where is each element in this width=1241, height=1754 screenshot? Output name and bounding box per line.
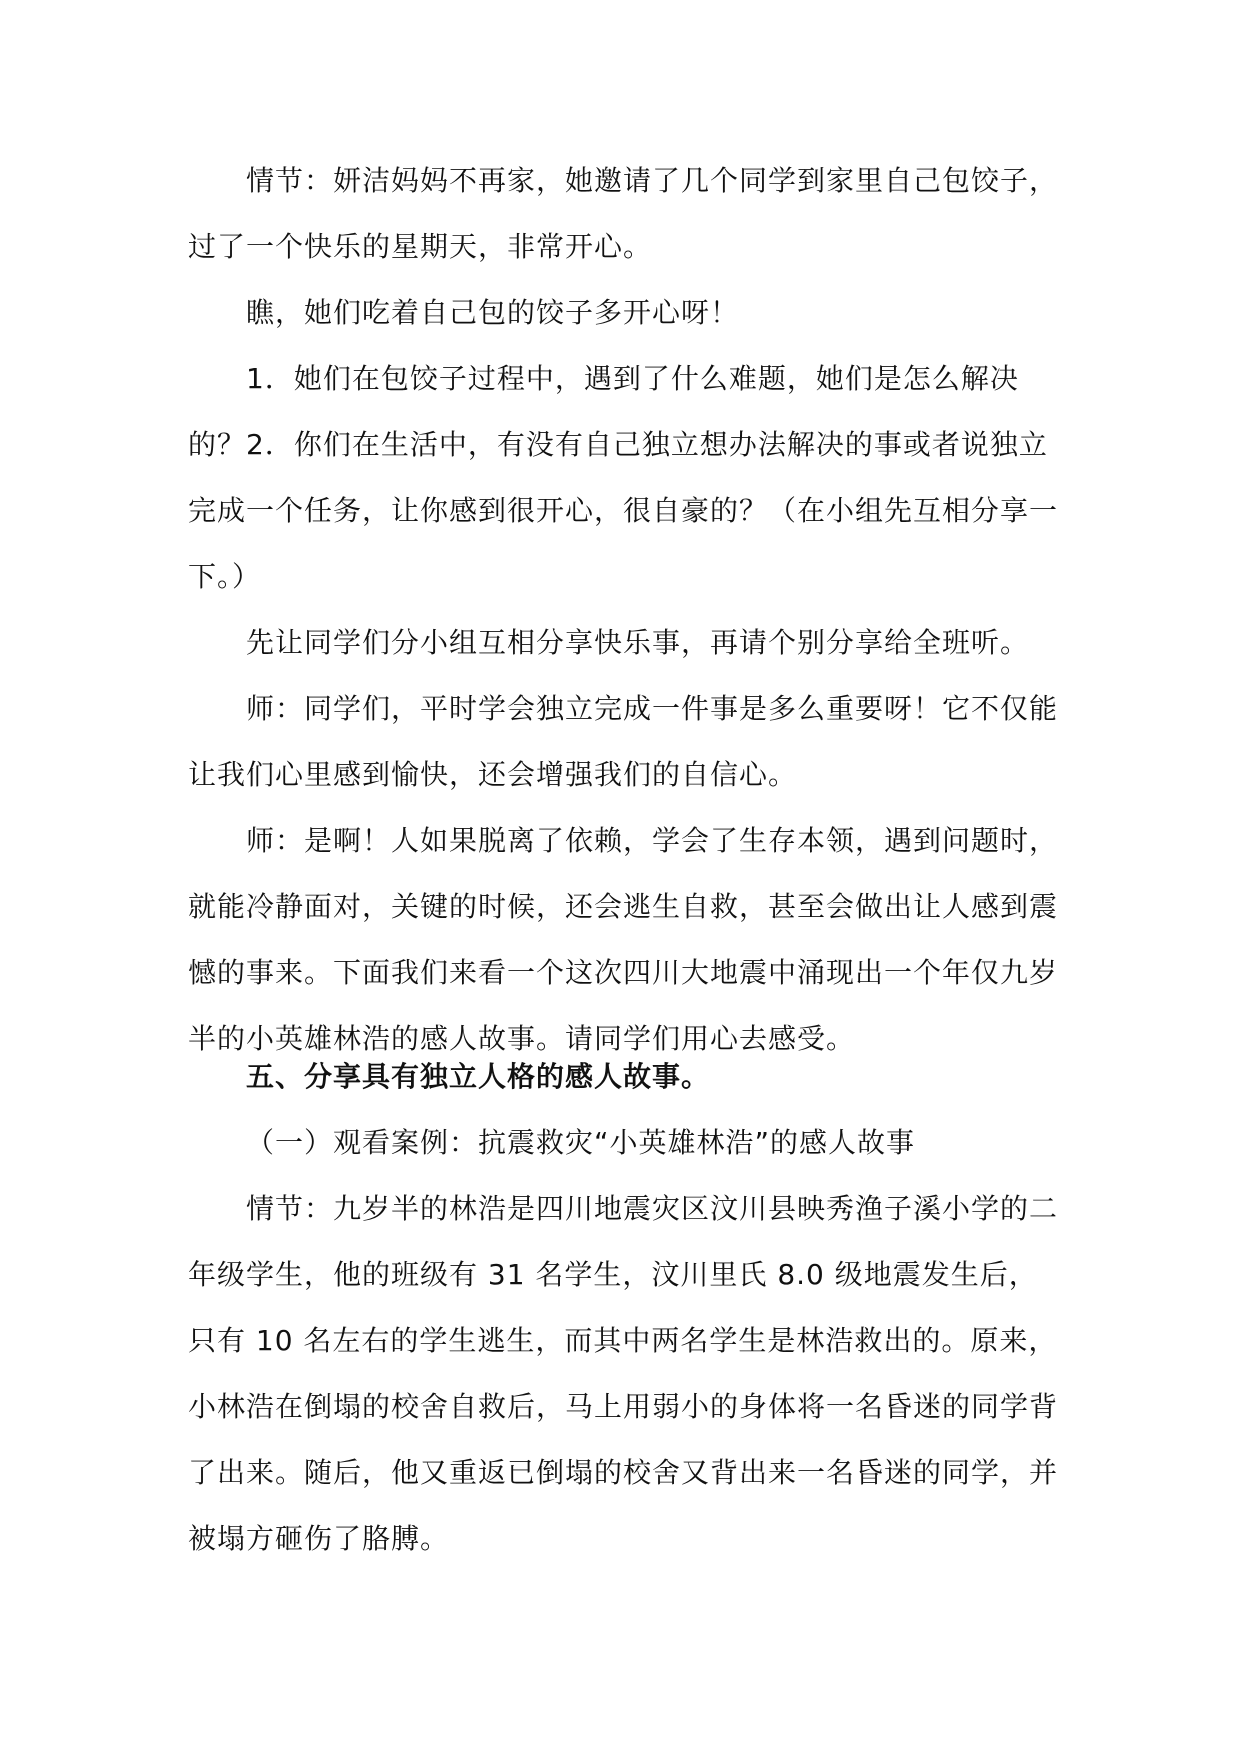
paragraph-plot-dumplings: 情节：妍洁妈妈不再家，她邀请了几个同学到家里自己包饺子，过了一个快乐的星期天，非常开心。 — [188, 164, 1059, 263]
paragraph-story: 情节：九岁半的林浩是四川地震灾区汶川县映秀渔子溪小学的二年级学生，他的班级有 31 名学生，汶川里氏 8.0 级地震发生后，只有 10 名左右的学生逃生，而其中两名学生是林浩救出的。原来，小林浩在倒塌的校舍自救后，马上用弱小的身体将一名昏迷的同学背了出来。随后，他又重返已倒塌的校舍又背出来一名昏迷的同学，并被塌方砸伤了胳膊。 — [188, 1192, 1059, 1555]
section-heading: 五、分享具有独立人格的感人故事。 — [246, 1060, 711, 1093]
paragraph-question-2: 2．你们在生活中，有没有自己独立想办法解决的事或者说独立完成一个任务，让你感到很开心，很自豪的？（在小组先互相分享一下。） — [188, 428, 1059, 593]
paragraph-group-share: 先让同学们分小组互相分享快乐事，再请个别分享给全班听。 — [246, 626, 1030, 659]
paragraph-look: 瞧，她们吃着自己包的饺子多开心呀！ — [246, 296, 740, 329]
paragraph-teacher-2: 师：是啊！人如果脱离了依赖，学会了生存本领，遇到问题时，就能冷静面对，关键的时候，还会逃生自救，甚至会做出让人感到震憾的事来。下面我们来看一个这次四川大地震中涌现出一个年仅九岁半的小英雄林浩的感人故事。请同学们用心去感受。 — [188, 824, 1059, 1055]
case-subheading: （一）观看案例：抗震救灾“小英雄林浩”的感人故事 — [246, 1126, 916, 1159]
paragraph-question-1: 1．她们在包饺子过程中，遇到了什么难题，她们是怎么解决的？ — [188, 362, 1019, 461]
paragraph-teacher-1: 师：同学们，平时学会独立完成一件事是多么重要呀！它不仅能让我们心里感到愉快，还会增强我们的自信心。 — [188, 692, 1059, 791]
